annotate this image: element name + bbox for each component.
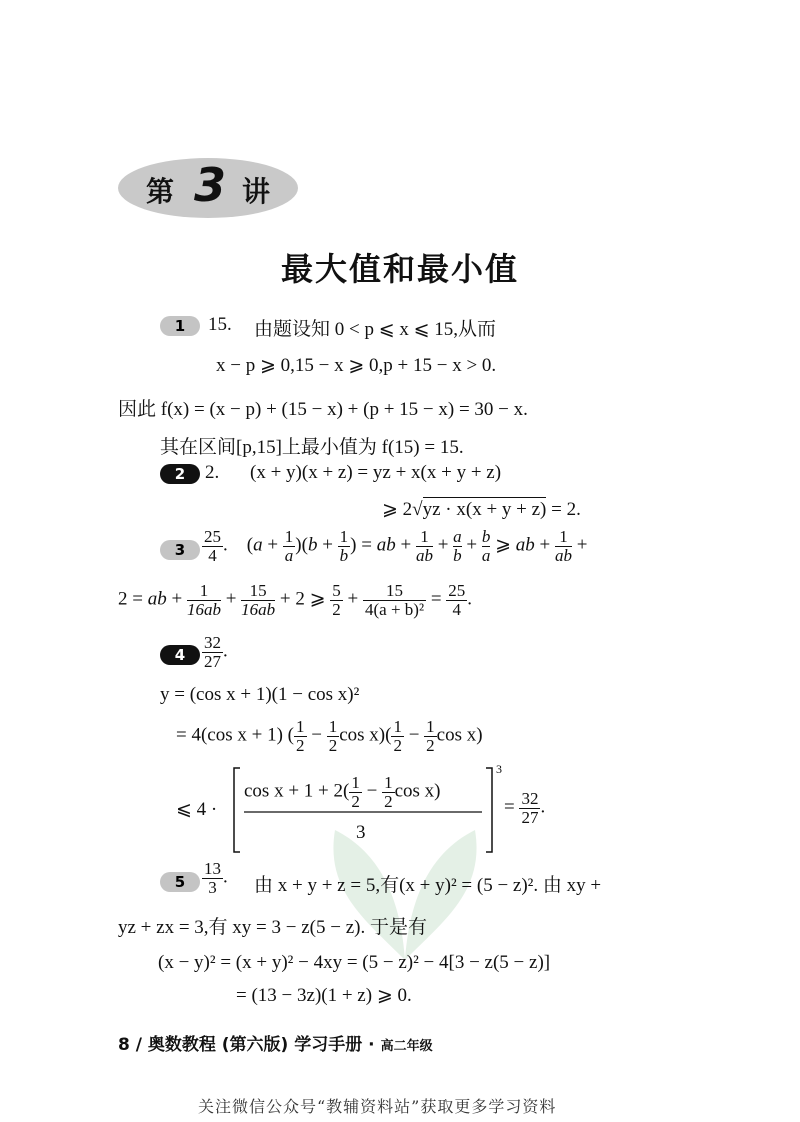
problem-3-line-2: 2 = ab + $\frac{1}{16ab}$ + $\frac{15}{16ab} + 2$ ⩾ $\frac{5}{2}$ + $\frac{15}{\text{4(a + b)²}}$ = $\frac{25}{4}$ . xyxy=(118,581,473,619)
frac-25-4 xyxy=(446,582,467,619)
lecture-number: 3 xyxy=(194,158,227,212)
frac-b-a xyxy=(482,528,491,565)
cos-x: cos x xyxy=(339,724,379,746)
frac-den: 2 xyxy=(351,791,360,811)
frac-num: 1 xyxy=(351,773,360,792)
frac-den: b xyxy=(453,545,462,565)
frac-den: 3 xyxy=(208,877,217,897)
problem-5-answer: $\frac{13}{3}$ . xyxy=(204,859,228,897)
problem-5-line-1: 由 x + y + z = 5,有(x + y)² = (5 − z)². 由 xy + xyxy=(254,875,602,896)
frac-den: 2 xyxy=(328,735,338,755)
var-a: a xyxy=(253,534,263,556)
frac-den: 2 xyxy=(426,735,435,755)
frac-den: 16ab xyxy=(186,599,221,619)
problem-3-answer-fraction xyxy=(202,528,223,565)
frac-num: 5 xyxy=(332,581,341,600)
frac-num: 25 xyxy=(448,581,466,600)
frac-den: 4 xyxy=(452,599,462,619)
frac-num: 15 xyxy=(241,582,275,601)
frac-num: 15 xyxy=(363,582,426,601)
frac-num: 1 xyxy=(393,717,402,736)
lecture-prefix: 第 xyxy=(146,175,175,208)
big-num-prefix: cos x + 1 + 2 xyxy=(244,780,344,802)
frac-num: 32 xyxy=(521,789,539,808)
bottom-watermark: 关注微信公众号“教辅资料站”获取更多学习资料 xyxy=(198,1097,557,1116)
frac-num: 1 xyxy=(426,717,435,736)
frac-den: 4 xyxy=(208,545,217,565)
problem-4-line-2: = 4(cos x + 1) ( $\frac{1}{2}$ − $\frac{1}{2}$ cos x)( $\frac{1}{2}$ − $\frac{1}{2}$ cos x) xyxy=(176,717,483,755)
frac-num: a xyxy=(453,527,462,546)
problem-4-big-numerator: cos x + 1 + 2( $\frac{1}{2}$ − $\frac{1}{2}$ cos x) xyxy=(244,773,441,811)
frac-den: 2 xyxy=(296,735,305,755)
frac-den: ab xyxy=(415,545,433,565)
frac-1-2 xyxy=(294,718,307,755)
frac-den: ab xyxy=(555,545,573,565)
footer-text: 8 / 奥数教程 (第六版) 学习手册 · xyxy=(118,1035,375,1055)
frac-1-ab xyxy=(555,528,572,565)
var-ab: ab xyxy=(515,534,535,556)
problem-1-conclusion: 其在区间[p,15]上最小值为 f(15) = 15. xyxy=(160,437,464,458)
frac-1-b xyxy=(338,528,351,565)
frac-num: 25 xyxy=(204,527,221,546)
frac-1-ab xyxy=(416,528,433,565)
frac-num: 1 xyxy=(328,717,338,736)
var-ab: ab xyxy=(147,588,167,610)
frac-1-2 xyxy=(424,718,437,755)
problem-2-radicand: yz · x(x + y + z) xyxy=(422,499,547,520)
frac-15-16ab xyxy=(241,582,275,619)
frac-1-2 xyxy=(327,718,340,755)
frac-den: 27 xyxy=(204,651,221,671)
problem-1-answer: 15. xyxy=(208,314,232,335)
problem-5-badge: 5 xyxy=(160,872,200,892)
problem-3-badge: 3 xyxy=(160,540,200,560)
frac-den: 2 xyxy=(332,599,341,619)
frac-32-27 xyxy=(519,790,540,827)
frac-num: 1 xyxy=(296,717,305,736)
frac-den: 16ab xyxy=(241,599,276,619)
frac-1-2 xyxy=(382,774,395,811)
problem-4-line-2-prefix: = 4(cos x + 1) xyxy=(176,724,283,746)
cos-x: cos x xyxy=(394,780,435,802)
frac-a-b xyxy=(453,528,462,565)
problem-3-line-1: $\frac{25}{4}$ . (a + $\frac{1}{a})(b$ + $\frac{1}{b}$) = ab + $\frac{1}{ab}$ + $\frac{a}{b}$ + $\frac{b}{a}$ ⩾ ab + $\frac{1}{ab}$ + xyxy=(204,527,588,565)
problem-1-therefore: 因此 f(x) = (x − p) + (15 − x) + (p + 15 − x) = 30 − x. xyxy=(118,399,528,420)
problem-2-le-prefix: ⩾ 2 xyxy=(382,499,413,520)
frac-den: 2 xyxy=(384,791,393,811)
var-b: b xyxy=(307,534,318,556)
problem-4-result: = $\frac{32}{27}$ . xyxy=(504,789,546,827)
frac-num: 1 xyxy=(339,527,349,546)
frac-15-4ab2 xyxy=(363,582,426,619)
frac-den: 27 xyxy=(521,807,539,827)
frac-1-a xyxy=(283,528,296,565)
frac-den: a xyxy=(284,545,294,565)
page-footer xyxy=(118,1030,433,1055)
frac-1-2 xyxy=(349,774,362,811)
frac-den: 4(a + b)² xyxy=(365,599,425,619)
frac-num: 1 xyxy=(187,582,221,601)
problem-5-line-2: yz + zx = 3,有 xy = 3 − z(5 − z). 于是有 xyxy=(118,917,427,938)
problem-2-result: = 2. xyxy=(551,499,581,520)
frac-5-2 xyxy=(330,582,343,619)
frac-1-2 xyxy=(391,718,404,755)
problem-4-big-denominator: 3 xyxy=(356,822,366,843)
problem-1-intro: 由题设知 0 < p ⩽ x ⩽ 15,从而 xyxy=(254,319,497,340)
problem-4-exponent: 3 xyxy=(496,762,502,776)
problem-2-line-1: (x + y)(x + z) = yz + x(x + y + z) xyxy=(250,462,502,483)
frac-num: 32 xyxy=(204,633,221,652)
frac-den: a xyxy=(481,545,491,565)
frac-num: 1 xyxy=(555,528,572,547)
cos-x: cos x xyxy=(436,724,477,746)
problem-5-line-3: (x − y)² = (x + y)² − 4xy = (5 − z)² − 4[3 − z(5 − z)] xyxy=(158,952,551,973)
frac-num: b xyxy=(481,527,491,546)
lecture-suffix: 讲 xyxy=(242,175,271,208)
problem-2-badge: 2 xyxy=(160,464,200,484)
problem-5-answer-fraction xyxy=(202,860,223,897)
frac-num: 1 xyxy=(284,527,294,546)
problem-4-line-1: y = (cos x + 1)(1 − cos x)² xyxy=(160,684,360,705)
frac-num: 1 xyxy=(416,528,433,547)
lecture-badge xyxy=(118,158,298,218)
problem-1-inequalities: x − p ⩾ 0,15 − x ⩾ 0,p + 15 − x > 0. xyxy=(216,355,497,376)
frac-num: 13 xyxy=(204,859,221,878)
frac-den: 2 xyxy=(393,735,402,755)
problem-4-badge: 4 xyxy=(160,645,200,665)
problem-5-line-4: = (13 − 3z)(1 + z) ⩾ 0. xyxy=(236,985,412,1006)
problem-4-answer: $\frac{32}{27}$ . xyxy=(204,633,228,671)
problem-1-badge: 1 xyxy=(160,316,200,336)
problem-4-answer-fraction xyxy=(202,634,223,671)
frac-den: b xyxy=(339,545,349,565)
frac-1-16ab xyxy=(187,582,221,619)
frac-num: 1 xyxy=(384,773,393,792)
problem-2-answer: 2. xyxy=(205,462,220,483)
var-ab: ab xyxy=(376,534,396,556)
footer-grade: 高二年级 xyxy=(380,1039,433,1054)
section-title: 最大值和最小值 xyxy=(280,250,519,288)
problem-4-le-4: ⩽ 4 · xyxy=(176,799,218,820)
problem-2-line-2: ⩾ 2√yz · x(x + y + z) = 2. xyxy=(382,499,581,520)
